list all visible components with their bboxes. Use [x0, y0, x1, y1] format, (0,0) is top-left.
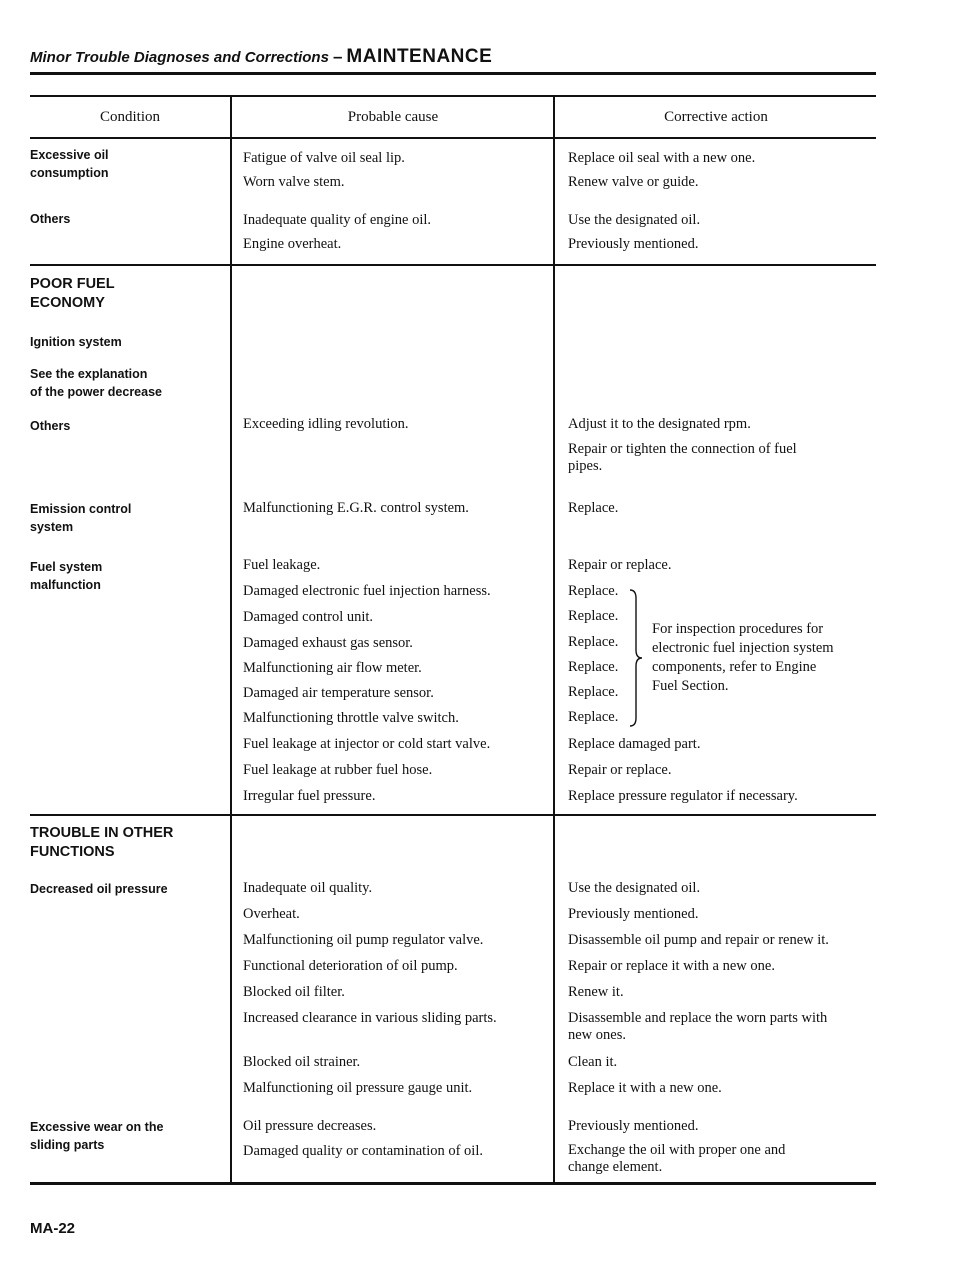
action-replace-label: Replace.	[568, 684, 619, 700]
column-header-action: Corrective action	[664, 109, 768, 125]
table-bottom-rule	[30, 1182, 876, 1185]
page-header	[30, 46, 492, 68]
action-text: Renew valve or guide.	[568, 174, 699, 190]
condition-others-1: Others	[30, 212, 71, 226]
cause-text: Damaged exhaust gas sensor.	[243, 635, 413, 651]
cause-text: Inadequate quality of engine oil.	[243, 212, 432, 228]
action-replace-label: Replace.	[568, 583, 619, 599]
cause-text: Damaged air temperature sensor.	[243, 685, 434, 701]
column-divider-1	[230, 96, 232, 1184]
cause-text: Blocked oil strainer.	[243, 1054, 361, 1070]
action-text: Replace oil seal with a new one.	[568, 150, 756, 166]
cause-text: Fatigue of valve oil seal lip.	[243, 150, 405, 166]
fuel-injection-note: For inspection procedures for electronic fuel injection system components, refer to Engine Fuel Section.	[652, 621, 834, 694]
cause-text: Malfunctioning throttle valve switch.	[243, 710, 459, 726]
action-replace-label: Replace.	[568, 659, 619, 675]
cause-text: Inadequate oil quality.	[243, 880, 373, 896]
condition-excessive-wear: Excessive wear on the sliding parts	[30, 1120, 164, 1152]
action-text: Disassemble oil pump and repair or renew it.	[568, 932, 829, 948]
action-text: Previously mentioned.	[568, 236, 699, 252]
condition-others-2: Others	[30, 419, 71, 433]
action-text: Replace damaged part.	[568, 736, 701, 752]
condition-emission-control: Emission control system	[30, 502, 132, 534]
action-text: Adjust it to the designated rpm.	[568, 416, 751, 432]
header-chapter-title: MAINTENANCE	[346, 46, 493, 67]
cause-text: Fuel leakage.	[243, 557, 321, 573]
section-divider-1	[30, 264, 876, 266]
cause-text: Malfunctioning air flow meter.	[243, 660, 422, 676]
action-text: Repair or replace.	[568, 762, 672, 778]
action-text: Disassemble and replace the worn parts with new ones.	[568, 1010, 828, 1043]
cause-text: Malfunctioning oil pressure gauge unit.	[243, 1080, 473, 1096]
header-bottom-rule	[30, 137, 876, 139]
grouping-brace	[628, 588, 644, 728]
action-replace-label: Replace.	[568, 709, 619, 725]
action-text: Clean it.	[568, 1054, 618, 1070]
action-text: Replace pressure regulator if necessary.	[568, 788, 798, 804]
condition-fuel-system: Fuel system malfunction	[30, 560, 103, 592]
column-header-cause: Probable cause	[347, 109, 439, 125]
action-text: Previously mentioned.	[568, 1118, 699, 1134]
cause-text: Damaged electronic fuel injection harness.	[243, 583, 491, 599]
cause-text: Malfunctioning oil pump regulator valve.	[243, 932, 484, 948]
column-header-condition: Condition	[99, 109, 160, 125]
cause-text: Worn valve stem.	[243, 174, 345, 190]
condition-ignition-system: Ignition system	[30, 335, 122, 349]
condition-decreased-oil-pressure: Decreased oil pressure	[30, 882, 168, 896]
cause-text: Functional deterioration of oil pump.	[243, 958, 458, 974]
page-number: MA-22	[30, 1220, 76, 1237]
action-text: Exchange the oil with proper one and change element.	[568, 1142, 786, 1175]
header-section-title: Minor Trouble Diagnoses and Corrections	[30, 49, 329, 66]
action-text: Repair or replace it with a new one.	[568, 958, 775, 974]
header-rule	[30, 72, 876, 75]
cause-text: Irregular fuel pressure.	[243, 788, 376, 804]
condition-see-explanation: See the explanation of the power decrease	[30, 367, 162, 399]
action-text: Use the designated oil.	[568, 880, 701, 896]
action-text: Renew it.	[568, 984, 624, 1000]
cause-text: Overheat.	[243, 906, 300, 922]
action-text: Repair or tighten the connection of fuel pipes.	[568, 441, 797, 474]
cause-text: Engine overheat.	[243, 236, 342, 252]
action-replace-label: Replace.	[568, 608, 619, 624]
cause-text: Fuel leakage at injector or cold start valve.	[243, 736, 491, 752]
cause-text: Increased clearance in various sliding parts.	[243, 1010, 497, 1026]
action-replace-label: Replace.	[568, 634, 619, 650]
cause-text: Exceeding idling revolution.	[243, 416, 409, 432]
section-title-poor-fuel-economy: POOR FUEL ECONOMY	[30, 276, 115, 311]
cause-text: Damaged control unit.	[243, 609, 374, 625]
cause-text: Damaged quality or contamination of oil.	[243, 1143, 483, 1159]
cause-text: Blocked oil filter.	[243, 984, 345, 1000]
action-text: Replace.	[568, 500, 619, 516]
action-text: Use the designated oil.	[568, 212, 701, 228]
section-divider-2	[30, 814, 876, 816]
cause-text: Fuel leakage at rubber fuel hose.	[243, 762, 433, 778]
cause-text: Malfunctioning E.G.R. control system.	[243, 500, 469, 516]
action-text: Repair or replace.	[568, 557, 672, 573]
action-text: Previously mentioned.	[568, 906, 699, 922]
action-text: Replace it with a new one.	[568, 1080, 722, 1096]
condition-excessive-oil: Excessive oil consumption	[30, 148, 109, 180]
table-top-rule	[30, 95, 876, 97]
column-divider-2	[553, 96, 555, 1184]
header-separator: –	[332, 47, 343, 66]
cause-text: Oil pressure decreases.	[243, 1118, 377, 1134]
section-title-trouble-other-functions: TROUBLE IN OTHER FUNCTIONS	[30, 825, 174, 860]
